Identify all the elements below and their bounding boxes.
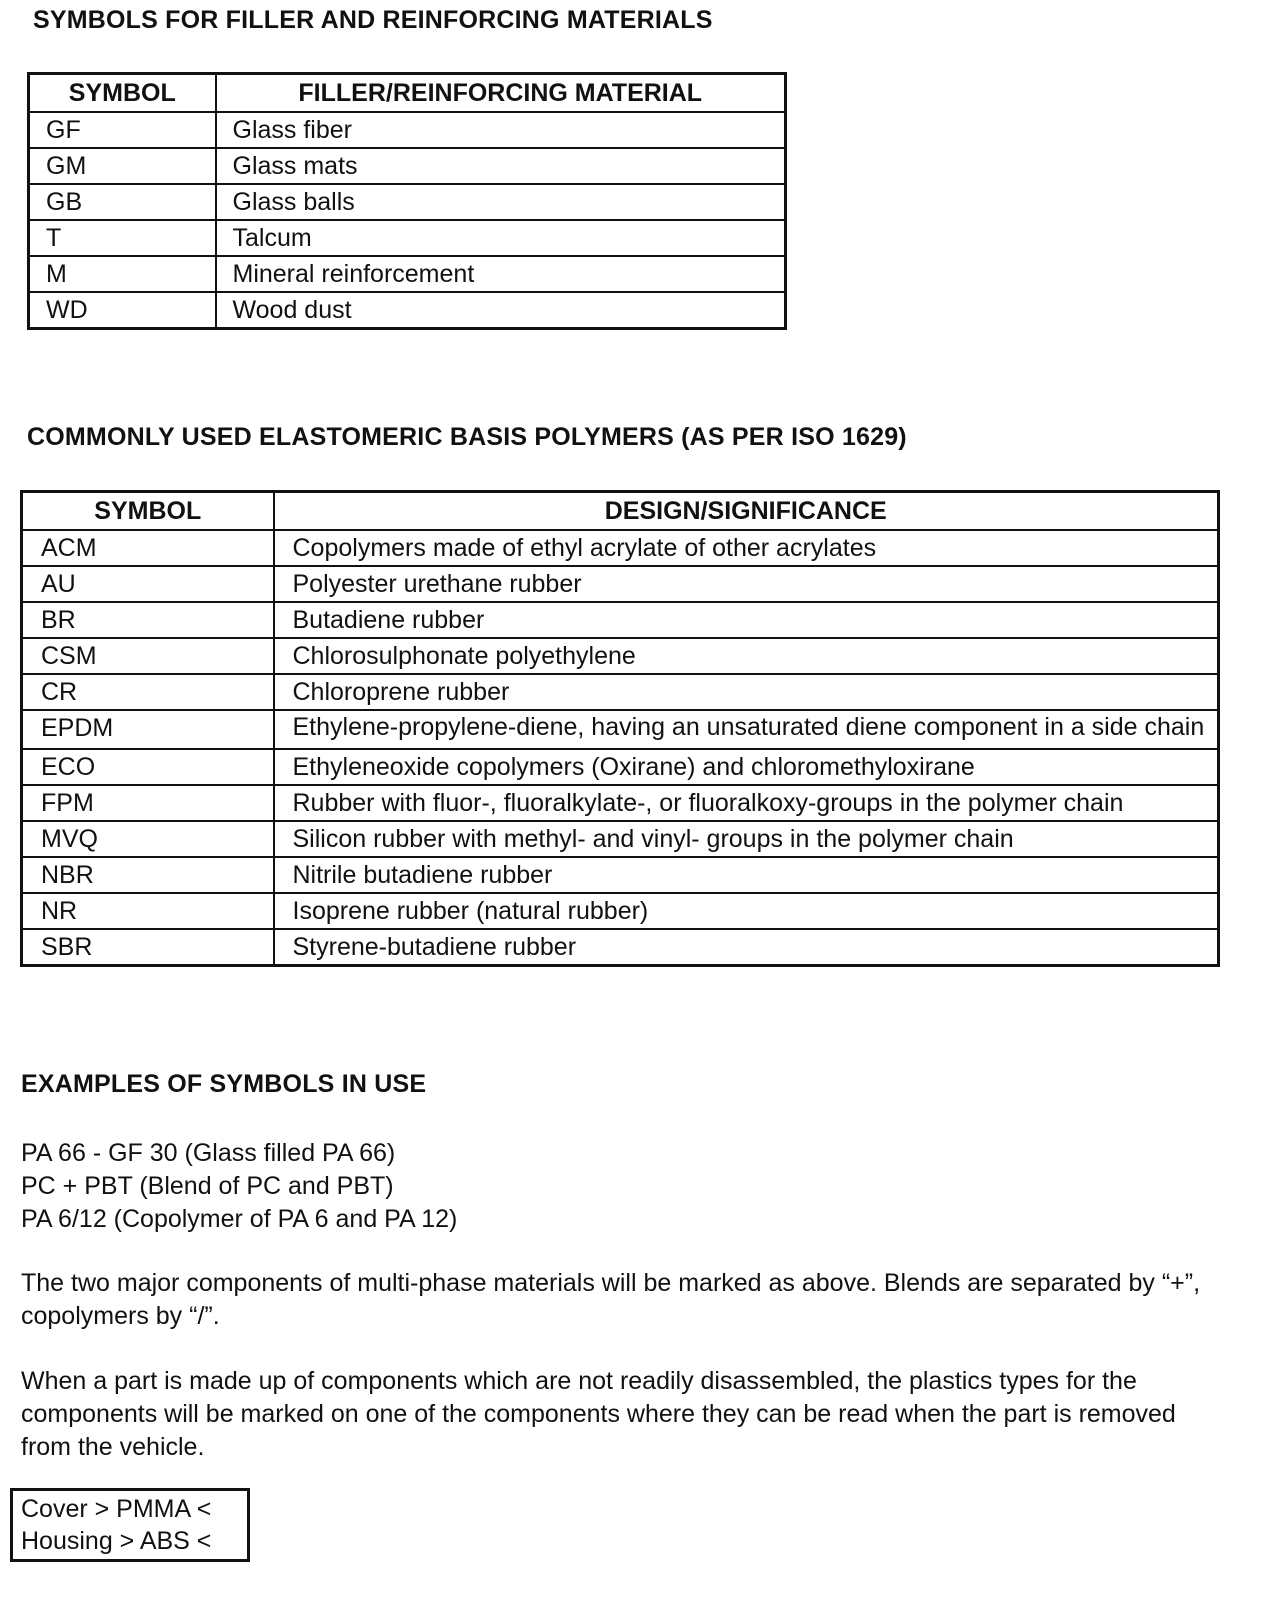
symbol-cell: EPDM xyxy=(22,710,274,749)
table-row xyxy=(22,602,1219,638)
example-line: PC + PBT (Blend of PC and PBT) xyxy=(21,1172,394,1200)
design-cell: Isoprene rubber (natural rubber) xyxy=(274,893,1219,929)
symbol-cell: CR xyxy=(22,674,274,710)
symbol-cell: NR xyxy=(22,893,274,929)
table-row xyxy=(22,785,1219,821)
examples-heading: EXAMPLES OF SYMBOLS IN USE xyxy=(21,1070,427,1098)
column-header-design: DESIGN/SIGNIFICANCE xyxy=(274,492,1219,531)
design-cell: Ethylene-propylene-diene, having an unsaturated diene component in a side chain xyxy=(274,710,1219,749)
design-cell: Ethyleneoxide copolymers (Oxirane) and chloromethyloxirane xyxy=(274,749,1219,785)
table-row xyxy=(29,184,786,220)
design-cell: Butadiene rubber xyxy=(274,602,1219,638)
table-header-row xyxy=(29,74,786,113)
design-cell: Chloroprene rubber xyxy=(274,674,1219,710)
column-header-symbol: SYMBOL xyxy=(22,492,274,531)
material-cell: Glass mats xyxy=(216,148,786,184)
symbol-cell: ECO xyxy=(22,749,274,785)
example-line: PA 6/12 (Copolymer of PA 6 and PA 12) xyxy=(21,1205,458,1233)
elastomer-heading: COMMONLY USED ELASTOMERIC BASIS POLYMERS (AS PER ISO 1629) xyxy=(27,423,907,451)
table-row xyxy=(22,857,1219,893)
design-cell: Copolymers made of ethyl acrylate of other acrylates xyxy=(274,530,1219,566)
symbol-cell: SBR xyxy=(22,929,274,966)
table-row xyxy=(29,112,786,148)
marking-explanation-paragraph: When a part is made up of components which are not readily disassembled, the plastics types for the components will be marked on one of the components where they can be read when the part is removed from the vehicle. xyxy=(21,1367,1176,1461)
symbol-cell: GF xyxy=(29,112,216,148)
design-cell: Chlorosulphonate polyethylene xyxy=(274,638,1219,674)
symbol-cell: M xyxy=(29,256,216,292)
table-row xyxy=(22,749,1219,785)
symbol-cell: AU xyxy=(22,566,274,602)
symbol-cell: GM xyxy=(29,148,216,184)
table-header-row xyxy=(22,492,1219,531)
elastomer-table xyxy=(20,490,1220,967)
table-row xyxy=(29,292,786,329)
filler-heading: SYMBOLS FOR FILLER AND REINFORCING MATERIALS xyxy=(33,6,713,34)
marking-example-line: Cover > PMMA < xyxy=(21,1495,212,1523)
symbol-cell: WD xyxy=(29,292,216,329)
design-cell: Silicon rubber with methyl- and vinyl- groups in the polymer chain xyxy=(274,821,1219,857)
design-cell: Styrene-butadiene rubber xyxy=(274,929,1219,966)
table-row xyxy=(29,256,786,292)
symbol-cell: NBR xyxy=(22,857,274,893)
material-cell: Glass balls xyxy=(216,184,786,220)
material-cell: Mineral reinforcement xyxy=(216,256,786,292)
symbol-cell: MVQ xyxy=(22,821,274,857)
symbol-cell: T xyxy=(29,220,216,256)
symbol-cell: ACM xyxy=(22,530,274,566)
example-list xyxy=(21,1137,457,1236)
table-row xyxy=(29,148,786,184)
marking-example-box xyxy=(10,1488,250,1562)
column-header-material: FILLER/REINFORCING MATERIAL xyxy=(216,74,786,113)
table-row xyxy=(22,530,1219,566)
material-cell: Glass fiber xyxy=(216,112,786,148)
table-row xyxy=(22,566,1219,602)
symbol-cell: BR xyxy=(22,602,274,638)
table-row xyxy=(22,674,1219,710)
marking-example-line: Housing > ABS < xyxy=(21,1527,212,1555)
material-cell: Talcum xyxy=(216,220,786,256)
symbol-cell: CSM xyxy=(22,638,274,674)
table-row xyxy=(29,220,786,256)
table-row xyxy=(22,929,1219,966)
design-cell: Polyester urethane rubber xyxy=(274,566,1219,602)
table-row xyxy=(22,821,1219,857)
column-header-symbol: SYMBOL xyxy=(29,74,216,113)
symbol-cell: FPM xyxy=(22,785,274,821)
example-line: PA 66 - GF 30 (Glass filled PA 66) xyxy=(21,1139,396,1167)
design-cell: Nitrile butadiene rubber xyxy=(274,857,1219,893)
filler-table xyxy=(27,72,787,330)
material-cell: Wood dust xyxy=(216,292,786,329)
design-cell: Rubber with fluor-, fluoralkylate-, or fluoralkoxy-groups in the polymer chain xyxy=(274,785,1219,821)
symbol-cell: GB xyxy=(29,184,216,220)
table-row xyxy=(22,893,1219,929)
blend-explanation-paragraph: The two major components of multi-phase materials will be marked as above. Blends are separated by “+”, copolymers by “/”. xyxy=(21,1269,1201,1330)
table-row xyxy=(22,710,1219,749)
table-row xyxy=(22,638,1219,674)
